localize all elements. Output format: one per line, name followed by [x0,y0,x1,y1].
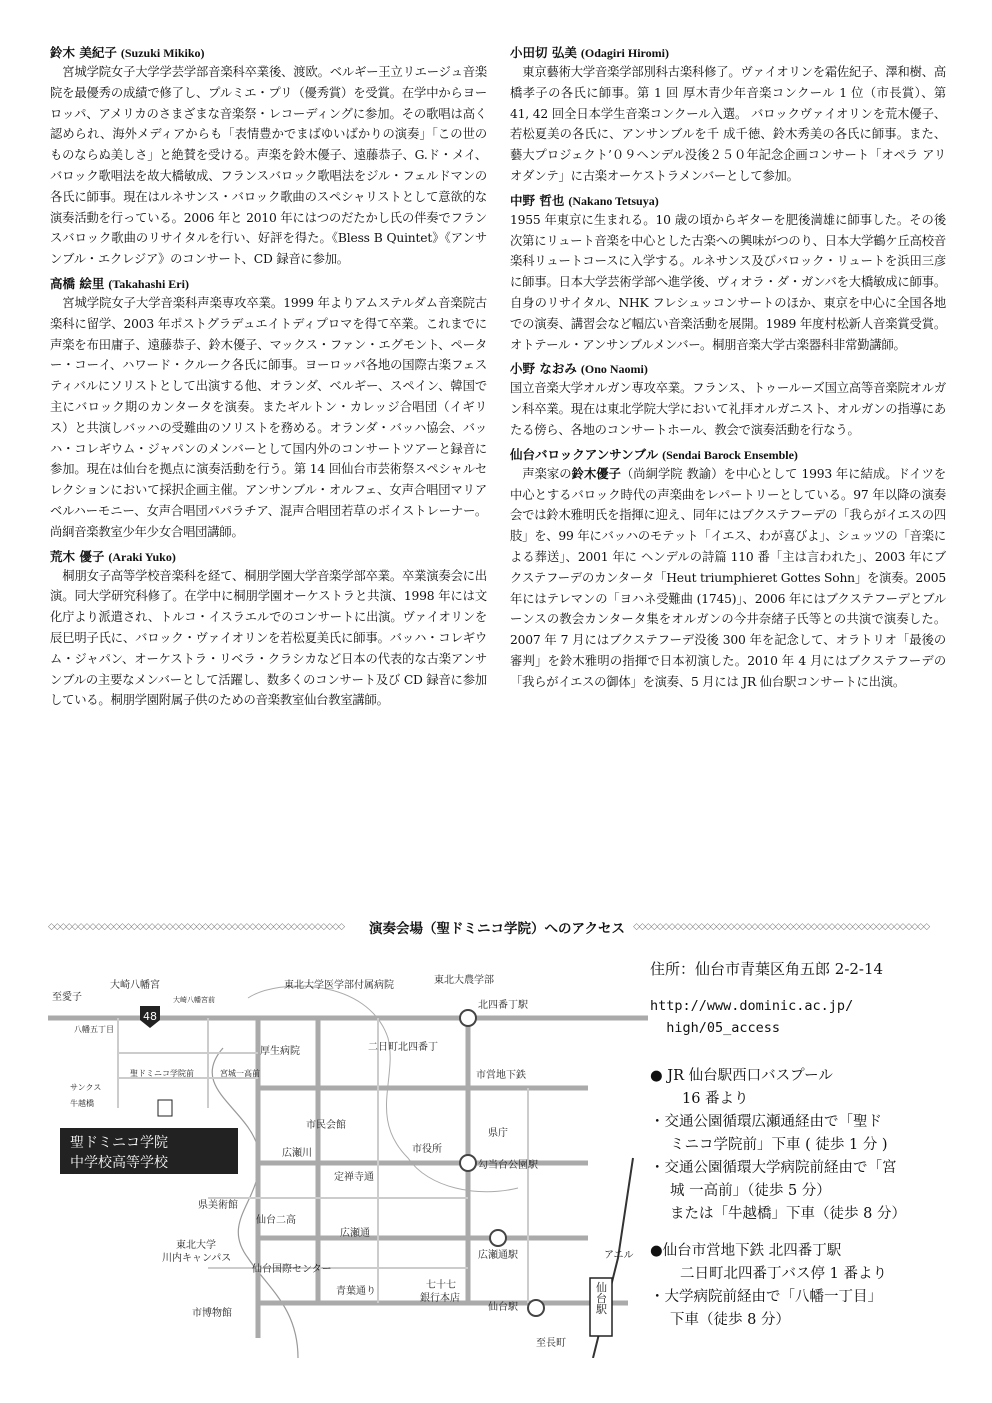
svg-text:七十七: 七十七 [426,1280,456,1291]
bio-heading [510,192,946,210]
venue-address: 住所：仙台市青葉区角五郎 2-2-14 [650,960,884,978]
bio-column-left [50,44,487,716]
bio-name: 高橋 絵里 [50,275,105,291]
svg-text:仙台駅: 仙台駅 [594,1281,608,1315]
svg-text:市民会館: 市民会館 [306,1120,346,1131]
svg-text:サンクス: サンクス [70,1083,102,1092]
access-section-header [48,916,946,938]
svg-text:市営地下鉄: 市営地下鉄 [476,1070,526,1081]
svg-text:市博物館: 市博物館 [192,1308,232,1319]
bio-araki-yuko [50,548,487,712]
bio-column-right [510,44,946,698]
bio-sendai-baroque [510,446,946,693]
bio-name: 仙台バロックアンサンブル [510,446,659,462]
access-map [48,958,648,1358]
svg-text:広瀬通駅: 広瀬通駅 [478,1250,518,1261]
school-crest-icon [158,1100,172,1116]
svg-text:八幡五丁目: 八幡五丁目 [74,1025,114,1034]
svg-text:北四番丁駅: 北四番丁駅 [478,1000,528,1011]
bio-ono-naomi [510,360,946,440]
access-info [650,958,950,1346]
bio-name: 小田切 弘美 [510,45,577,60]
svg-text:至愛子: 至愛子 [52,992,82,1003]
bio-suzuki-mikiko [50,44,487,270]
svg-text:至長町: 至長町 [536,1338,566,1349]
svg-text:市役所: 市役所 [412,1144,442,1155]
bio-romaji: (Araki Yuko) [108,549,176,564]
bio-heading [510,44,946,62]
bio-name: 鈴木 美紀子 [50,45,117,60]
route-48-sign [140,1006,160,1028]
bio-text: 宮城学院女子大学音楽科声楽専攻卒業。1999 年よりアムステルダム音楽院古楽科に留学、2003 年ポストグラデュエイトディプロマを得て卒業。これまでに声楽を布田庸子、遠藤恭子、鈴木優子、マックス・ファン・エグモント、ペーター・コーイ、ハワード・クルーク各氏に師事。ヨーロッパ各地の国際古楽フェスティバルにソリストとして出演する他、オランダ、ベルギー、スペイン、韓国で主にバロック期のカンタータを演奏。またギルトン・カレッジ合唱団（イギリス）と共演しバッハの受難曲のソリストを務める。オランダ・バッハ協会、バッハ・コレギウム・ジャパンのメンバーとして国内外のコンサートツアーと録音に参加。現在は仙台を拠点に演奏活動を行う。第 14 回仙台市芸術祭スペシャルセレクションにおいて採択企画主催。アンサンブル・オルフェ、女声合唱団マリアベルハーモニー、女声合唱団パパラチア、混声合唱団若草のボイストレーナー。尚絅音楽教室少年少女合唱団講師。 [50,295,487,539]
svg-text:宮城一高前: 宮城一高前 [220,1069,260,1078]
bio-romaji: (Odagiri Hiromi) [580,46,669,60]
svg-text:大崎八幡宮前: 大崎八幡宮前 [173,996,215,1004]
bio-name: 中野 哲也 [510,192,565,208]
svg-text:聖ドミニコ学院前: 聖ドミニコ学院前 [130,1069,194,1078]
svg-text:川内キャンパス: 川内キャンパス [162,1253,232,1264]
svg-text:仙台国際センター: 仙台国際センター [252,1264,332,1275]
bio-romaji: (Sendai Barock Ensemble) [662,447,798,462]
bio-text: 桐朋女子高等学校音楽科を経て、桐朋学園大学音楽学部卒業。卒業演奏会に出演。同大学研究科修了。在学中に桐朋学園オーケストラと共演、1998 年には文化庁より派遣され、トルコ・イスラエルでのコンサートに出演。ヴァイオリンを辰巳明子氏に、バロック・ヴァイオリンを若松夏美氏に師事。バッハ・コレギウム・ジャパン、オーケストラ・リベラ・クラシカなど日本の代表的な古楽アンサンブルの主要なメンバーとして活躍し、数多くのコンサート及び CD 録音に参加している。桐朋学園附属子供のための音楽教室仙台教室講師。 [50,568,487,708]
bio-heading [50,275,487,293]
decorative-diamond-border: ◇◇◇◇◇◇◇◇◇◇◇◇◇◇◇◇◇◇◇◇◇◇◇◇◇◇◇◇◇◇◇◇◇◇◇◇◇◇◇◇◇◇◇◇◇◇◇◇◇◇ [48,922,345,932]
svg-text:東北大学医学部付属病院: 東北大学医学部付属病院 [284,980,394,991]
bio-nakano-tetsuya [510,192,946,356]
bio-romaji: (Nakano Tetsuya) [568,193,659,208]
svg-text:青葉通り: 青葉通り [336,1286,376,1297]
bio-takahashi-eri [50,275,487,543]
svg-text:中学校高等学校: 中学校高等学校 [70,1155,168,1171]
svg-text:東北大農学部: 東北大農学部 [434,975,494,986]
decorative-diamond-border: ◇◇◇◇◇◇◇◇◇◇◇◇◇◇◇◇◇◇◇◇◇◇◇◇◇◇◇◇◇◇◇◇◇◇◇◇◇◇◇◇◇◇◇◇◇◇◇◇◇◇ [633,922,930,932]
access-title: 演奏会場（聖ドミニコ学院）へのアクセス [368,921,626,937]
bio-text: 宮城学院女子大学学芸学部音楽科卒業後、渡欧。ベルギー王立リエージュ音楽院を最優秀の成績で修了し、プルミエ・プリ（優秀賞）を受賞。在学中からヨーロッパ、アメリカのさまざまな音楽祭・レコーディングに参加。その歌唱は高く認められ、海外メディアからも「表情豊かでまばゆいばかりの演奏」「この世のものならぬ美しさ」と絶賛を受ける。声楽を鈴木優子、遠藤恭子、G.ド・メイ、バロック歌唱法を故大橋敏成、フランスバロック歌唱法をジル・フェルドマンの各氏に師事。現在はルネサンス・バロック歌曲のスペシャリストとして意欲的な演奏活動を行っている。2006 年と 2010 年にはつのだたかし氏の伴奏でフランスバロック歌曲のリサイタルを行い、好評を得た。《Bless B Quintet》《アンサンブル・エクレジア》のコンサート、CD 録音に参加。 [50,65,487,267]
svg-text:48: 48 [143,1010,157,1023]
bio-text: 声楽家の鈴木優子（尚絅学院 教諭）を中心として 1993 年に結成。ドイツを中心とするバロック時代の声楽曲をレパートリーとしている。97 年以降の演奏会では鈴木雅明氏を指揮に迎え、同年にはブクステフーデの「我らがイエスの四肢」を、99 年にバッハのモテット「イエス、わが喜びよ」、シュッツの「音楽による葬送」、2001 年に ヘンデルの詩篇 110 番「主は言われた」、2003 年にブクステフーデのカンタータ「Heut triumphieret Gottes Sohn」を演奏。2005 年にはテレマンの「ヨハネ受難曲 (1745)」、2006 年にはブクステフーデとブルーンスの教会カンタータ集をオルガンの今井奈緒子氏等との共演で演奏した。2007 年 7 月にはブクステフーデ没後 300 年を記念して、オラトリオ「最後の審判」を鈴木雅明の指揮で日本初演した。2010 年 4 月にはブクステフーデの「我らがイエスの御体」を演奏、5 月には JR 仙台駅コンサートに出演。 [510,466,947,689]
bio-romaji: (Suzuki Mikiko) [120,46,205,60]
bio-heading [50,44,487,62]
svg-text:アエル: アエル [604,1250,634,1261]
bio-name: 荒木 優子 [50,548,105,564]
bio-heading [510,446,946,464]
svg-text:県美術館: 県美術館 [198,1200,238,1211]
svg-text:聖ドミニコ学院: 聖ドミニコ学院 [70,1135,168,1151]
bio-heading [50,548,487,566]
svg-text:勾当台公園駅: 勾当台公園駅 [478,1160,538,1171]
bus-directions: ● JR 仙台駅西口バスプール 16 番より ・交通公園循環広瀬通経由で「聖ド ミニコ学院前」下車 ( 徒歩 1 分 ) ・交通公園循環大学病院前経由で「宮 城 一高前」（徒歩 5 分） または「牛越橋」下車（徒歩 8 分） [650,1068,906,1222]
bio-name: 小野 なおみ [510,361,577,377]
svg-text:東北大学: 東北大学 [176,1240,216,1251]
svg-text:広瀬川: 広瀬川 [282,1148,312,1159]
bio-highlight-name: 鈴木優子 [571,466,621,481]
bio-romaji: (Ono Naomi) [580,362,648,377]
svg-text:二日町北四番丁: 二日町北四番丁 [368,1042,438,1053]
bio-odagiri-hiromi [510,44,946,187]
sendai-station-box [590,1278,612,1336]
bio-text: 国立音楽大学オルガン専攻卒業。フランス、トゥールーズ国立高等音楽院オルガン科卒業。現在は東北学院大学において礼拝オルガニスト、オルガンの指導にあたる傍ら、各地のコンサートホール、教会で演奏活動を行なう。 [510,381,946,437]
venue-url[interactable]: http://www.dominic.ac.jp/ high/05_access [650,998,854,1036]
svg-text:厚生病院: 厚生病院 [260,1046,300,1057]
svg-text:定禅寺通: 定禅寺通 [334,1172,374,1183]
svg-text:仙台駅: 仙台駅 [488,1302,518,1313]
bio-text: 東京藝術大学音楽学部別科古楽科修了。ヴァイオリンを霜佐紀子、澤和樹、高橋孝子の各氏に師事。第 1 回 厚木青少年音楽コンクール 1 位（市長賞）、第 41, 42 回全日本学生音楽コンクール入選。 バロックヴァイオリンを荒木優子、若松夏美の各氏に、アンサンブルを千 成千徳、鈴木秀美の各氏に師事。また、藝大プロジェクト’０９ヘンデル没後２５０年記念企画コンサート「オペラ アリオダンテ」に古楽オーケストラメンバーとして参加。 [510,65,946,183]
bio-heading [510,360,946,378]
school-label [60,1100,238,1174]
svg-text:県庁: 県庁 [488,1128,508,1139]
svg-text:仙台二高: 仙台二高 [256,1215,296,1226]
svg-text:銀行本店: 銀行本店 [420,1293,460,1304]
svg-text:牛越橋: 牛越橋 [70,1099,94,1108]
svg-text:広瀬通: 広瀬通 [340,1228,370,1239]
subway-directions: ●仙台市営地下鉄 北四番丁駅 二日町北四番丁バス停 1 番より ・大学病院前経由で「八幡一丁目」 下車（徒歩 8 分） [650,1243,887,1328]
svg-text:大崎八幡宮: 大崎八幡宮 [110,980,160,991]
bio-text: 1955 年東京に生まれる。10 歳の頃からギターを肥後満雄に師事した。その後次第にリュート音楽を中心とした古楽への興味がつのり、日本大学鶴ケ丘高校音楽科リュートコースに入学する。ルネサンス及びバロック・リュートを浜田三彦に師事。日本大学芸術学部へ進学後、ヴィオラ・ダ・ガンバを大橋敏成に師事。自身のリサイタル、NHK フレシュッコンサートのほか、東京を中心に全国各地での演奏、講習会など幅広い音楽活動を展開。1989 年度村松新人音楽賞受賞。オトテール・アンサンブルメンバー。桐朋音楽大学古楽器科非常勤講師。 [510,212,946,352]
bio-romaji: (Takahashi Eri) [108,276,189,291]
